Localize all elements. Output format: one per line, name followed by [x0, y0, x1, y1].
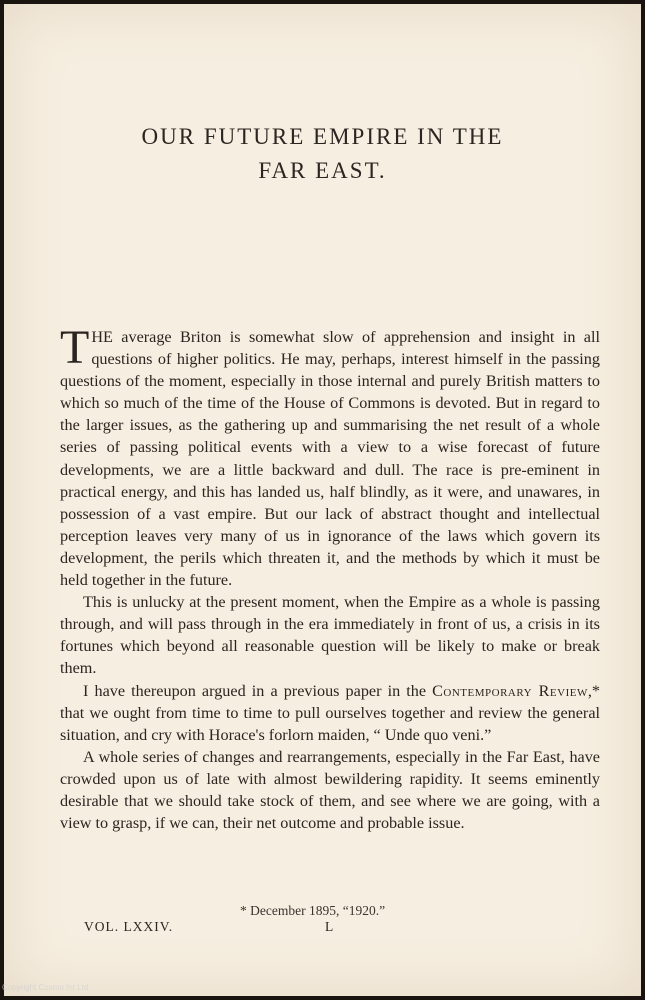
- paragraph-2: This is unlucky at the present moment, when the Empire as a whole is passing through, and will pass through in the era immediately in front of us, a crisis in its fortunes which beyond all reasonable question will be likely to make or break them.: [60, 593, 600, 678]
- article-title-line-1: OUR FUTURE EMPIRE IN THE: [141, 124, 504, 149]
- drop-cap: T: [60, 321, 90, 374]
- paragraph-1: [60, 321, 600, 591]
- volume-number: VOL. LXXIV.: [84, 919, 174, 934]
- copyright-watermark: Copyright Cosmo Int Ltd: [2, 983, 89, 992]
- article-body: [60, 321, 600, 834]
- paragraph-4: A whole series of changes and rearrangements, especially in the Far East, have crowded upon us of late with almost bewildering rapidity. It seems eminently desirable that we should take stock of them, and see where we are going, with a view to grasp, if we can, their net outcome and probable issue.: [60, 747, 600, 833]
- paragraph-1-text: HE average Briton is somewhat slow of apprehension and insight in all questions of higher politics. He may, perhaps, interest himself in the passing questions of the moment, especially in those internal and purely British matters to which so much of the time of the House of Commons is devoted. But in regard to the larger issues, as the gathering up and summarising the net result of a whole series of passing political events with a view to a wise forecast of future developments, we are a little backward and dull. The race is pre-eminent in practical energy, and this has landed us, half blindly, as it were, and unawares, in possession of a vast empire. But our lack of abstract thought and intellectual perception leaves very many of us in ignorance of the laws which govern its development, the perils which threaten it, and the methods by which it must be held together in the future.: [60, 328, 600, 590]
- footnote: * December 1895, “1920.”: [240, 903, 386, 918]
- paragraph-3: [60, 680, 600, 746]
- signature-mark: L: [325, 919, 334, 934]
- paragraph-3-text-a: I have thereupon argued in a previous paper in the: [83, 681, 433, 700]
- paragraph-3-text-b: ,* that we ought from time to time to pull ourselves together and review the general situation, and cry with Horace's forlorn maiden, “ Unde quo veni.”: [60, 681, 600, 744]
- journal-name: Contemporary Review: [432, 681, 588, 700]
- article-title-line-2: FAR EAST.: [258, 158, 387, 183]
